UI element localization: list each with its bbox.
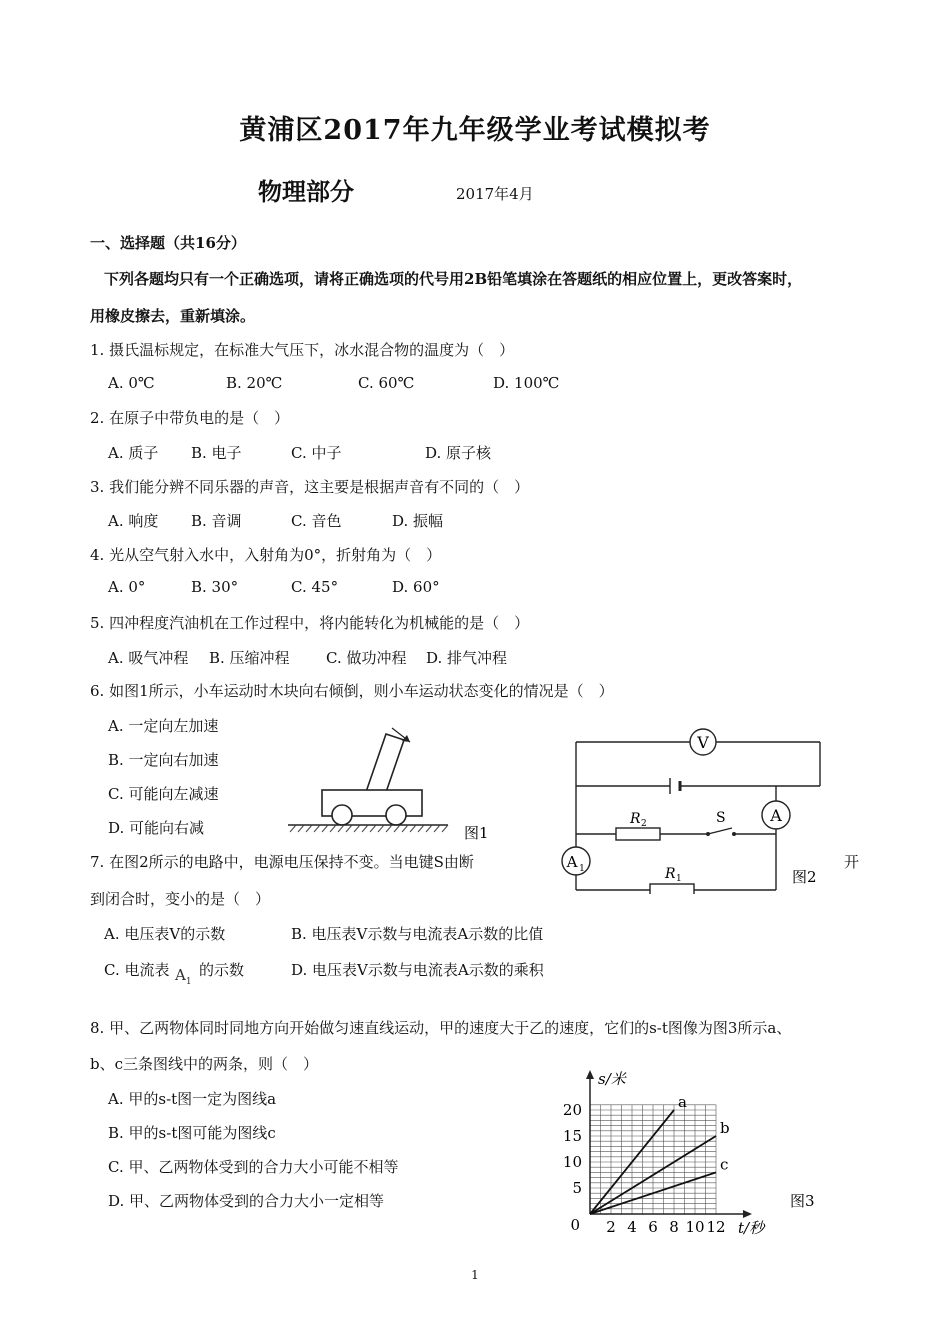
page-number: 1 bbox=[471, 1268, 479, 1282]
option: B. 电子 bbox=[191, 444, 242, 462]
svg-text:A: A bbox=[566, 853, 578, 871]
option: A. 电压表V的示数 bbox=[104, 925, 226, 943]
question-stem: 3. 我们能分辨不同乐器的声音，这主要是根据声音有不同的（ ） bbox=[90, 478, 530, 496]
option: D. 原子核 bbox=[425, 444, 492, 462]
svg-text:t/秒: t/秒 bbox=[738, 1219, 765, 1237]
option: B. 压缩冲程 bbox=[209, 649, 290, 667]
option-suffix: 的示数 bbox=[199, 961, 245, 979]
ammeter-symbol: $A_1$ bbox=[175, 966, 192, 987]
voltmeter bbox=[690, 729, 716, 755]
option: D. 振幅 bbox=[392, 512, 444, 530]
page-title: 黄浦区2017年九年级学业考试模拟考 bbox=[239, 115, 711, 146]
option: A. 一定向左加速 bbox=[108, 717, 219, 735]
option: A. 吸气冲程 bbox=[108, 649, 189, 667]
series-label-a: a bbox=[678, 1093, 687, 1111]
option: D. 排气冲程 bbox=[426, 649, 508, 667]
question-stem: 2. 在原子中带负电的是（ ） bbox=[90, 409, 290, 427]
x-tick-label: 4 bbox=[627, 1218, 637, 1236]
option: A. 0℃ bbox=[108, 374, 155, 392]
y-axis-label bbox=[598, 1070, 628, 1088]
svg-text:S: S bbox=[716, 810, 726, 826]
section-heading: 一、选择题（共16分） bbox=[90, 234, 246, 252]
svg-text:2: 2 bbox=[641, 819, 647, 829]
x-axis-label bbox=[738, 1219, 767, 1237]
option: D. 电压表V示数与电流表A示数的乘积 bbox=[291, 961, 544, 979]
option: C. 可能向左减速 bbox=[108, 785, 219, 803]
series-label-b: b bbox=[720, 1119, 730, 1137]
svg-text:R: R bbox=[630, 811, 641, 827]
figure-2 bbox=[548, 724, 840, 894]
option: D. 甲、乙两物体受到的合力大小一定相等 bbox=[108, 1192, 385, 1210]
option: B. 甲的s-t图可能为图线c bbox=[108, 1124, 276, 1142]
option: B. 20℃ bbox=[226, 374, 283, 392]
question-stem: b、c三条图线中的两条，则（ ） bbox=[90, 1055, 319, 1073]
option: B. 一定向右加速 bbox=[108, 751, 219, 769]
option: A. 响度 bbox=[108, 512, 159, 530]
option: A. 质子 bbox=[108, 444, 159, 462]
battery bbox=[670, 778, 680, 794]
exam-date: 2017年4月 bbox=[456, 185, 534, 203]
question-stem: 6. 如图1所示，小车运动时木块向右倾倒，则小车运动状态变化的情况是（ ） bbox=[90, 682, 614, 700]
ammeter-a bbox=[762, 801, 790, 829]
option: A. 0° bbox=[108, 578, 146, 596]
option: D. 100℃ bbox=[493, 374, 560, 392]
y-tick-label: 5 bbox=[572, 1179, 582, 1197]
x-tick-label: 8 bbox=[669, 1218, 679, 1236]
x-tick-label: 12 bbox=[706, 1218, 726, 1236]
cart bbox=[322, 790, 422, 825]
svg-text:1: 1 bbox=[676, 874, 682, 884]
y-tick-label: 15 bbox=[562, 1127, 582, 1145]
question-stem: 4. 光从空气射入水中，入射角为0°，折射角为（ ） bbox=[90, 546, 442, 564]
option: C. 中子 bbox=[291, 444, 342, 462]
svg-text:1: 1 bbox=[579, 864, 585, 874]
option: B. 电压表V示数与电流表A示数的比值 bbox=[291, 925, 544, 943]
svg-text:R: R bbox=[665, 866, 676, 882]
instruction-line: 下列各题均只有一个正确选项，请将正确选项的代号用2B铅笔填涂在答题纸的相应位置上，更改答案时， bbox=[104, 270, 803, 288]
option: C. 音色 bbox=[291, 512, 342, 530]
option: C. 60℃ bbox=[358, 374, 415, 392]
option: C. 甲、乙两物体受到的合力大小可能不相等 bbox=[108, 1158, 399, 1176]
instruction-line: 用橡皮擦去，重新填涂。 bbox=[90, 307, 256, 325]
subject-title: 物理部分 bbox=[258, 177, 354, 206]
y-tick-label: 10 bbox=[562, 1153, 582, 1171]
option: D. 60° bbox=[392, 578, 440, 596]
question-stem: 8. 甲、乙两物体同时同地方向开始做匀速直线运动，甲的速度大于乙的速度，它们的s-t图像为图3所示a、 bbox=[90, 1019, 792, 1037]
ground bbox=[288, 825, 448, 832]
resistor-r2 bbox=[616, 811, 660, 840]
figure-2-caption: 图2 bbox=[792, 868, 817, 886]
option: C. 做功冲程 bbox=[326, 649, 407, 667]
tilting-block bbox=[366, 734, 404, 798]
option: B. 30° bbox=[191, 578, 239, 596]
x-tick-label: 10 bbox=[685, 1218, 705, 1236]
chart-grid bbox=[590, 1105, 716, 1214]
x-tick-label: 2 bbox=[606, 1218, 616, 1236]
option: D. 可能向右减 bbox=[108, 819, 205, 837]
option: C. 45° bbox=[291, 578, 339, 596]
svg-text:s/米: s/米 bbox=[598, 1070, 626, 1088]
svg-text:V: V bbox=[697, 733, 709, 752]
figure-1 bbox=[286, 722, 516, 844]
figure-1-caption: 图1 bbox=[464, 824, 489, 842]
switch-s bbox=[706, 810, 736, 836]
question-stem: 到闭合时，变小的是（ ） bbox=[90, 890, 271, 908]
option: A. 甲的s-t图一定为图线a bbox=[108, 1090, 277, 1108]
option: C. 电流表 bbox=[104, 961, 170, 979]
ammeter-a1 bbox=[562, 847, 590, 875]
figure-3-caption: 图3 bbox=[790, 1192, 815, 1210]
question-stem: 1. 摄氏温标规定，在标准大气压下，冰水混合物的温度为（ ） bbox=[90, 341, 515, 359]
series-label-c: c bbox=[720, 1155, 729, 1174]
question-stem: 7. 在图2所示的电路中，电源电压保持不变。当电键S由断 bbox=[90, 853, 474, 871]
option: B. 音调 bbox=[191, 512, 242, 530]
x-tick-label: 6 bbox=[648, 1218, 658, 1236]
question-stem: 5. 四冲程度汽油机在工作过程中，将内能转化为机械能的是（ ） bbox=[90, 614, 530, 632]
svg-text:A: A bbox=[770, 806, 782, 825]
y-tick-label: 20 bbox=[562, 1101, 582, 1119]
figure-3 bbox=[558, 1068, 830, 1240]
resistor-r1 bbox=[650, 866, 694, 894]
question-stem-cont: 开 bbox=[844, 853, 860, 871]
y-tick-label: 0 bbox=[570, 1216, 580, 1234]
